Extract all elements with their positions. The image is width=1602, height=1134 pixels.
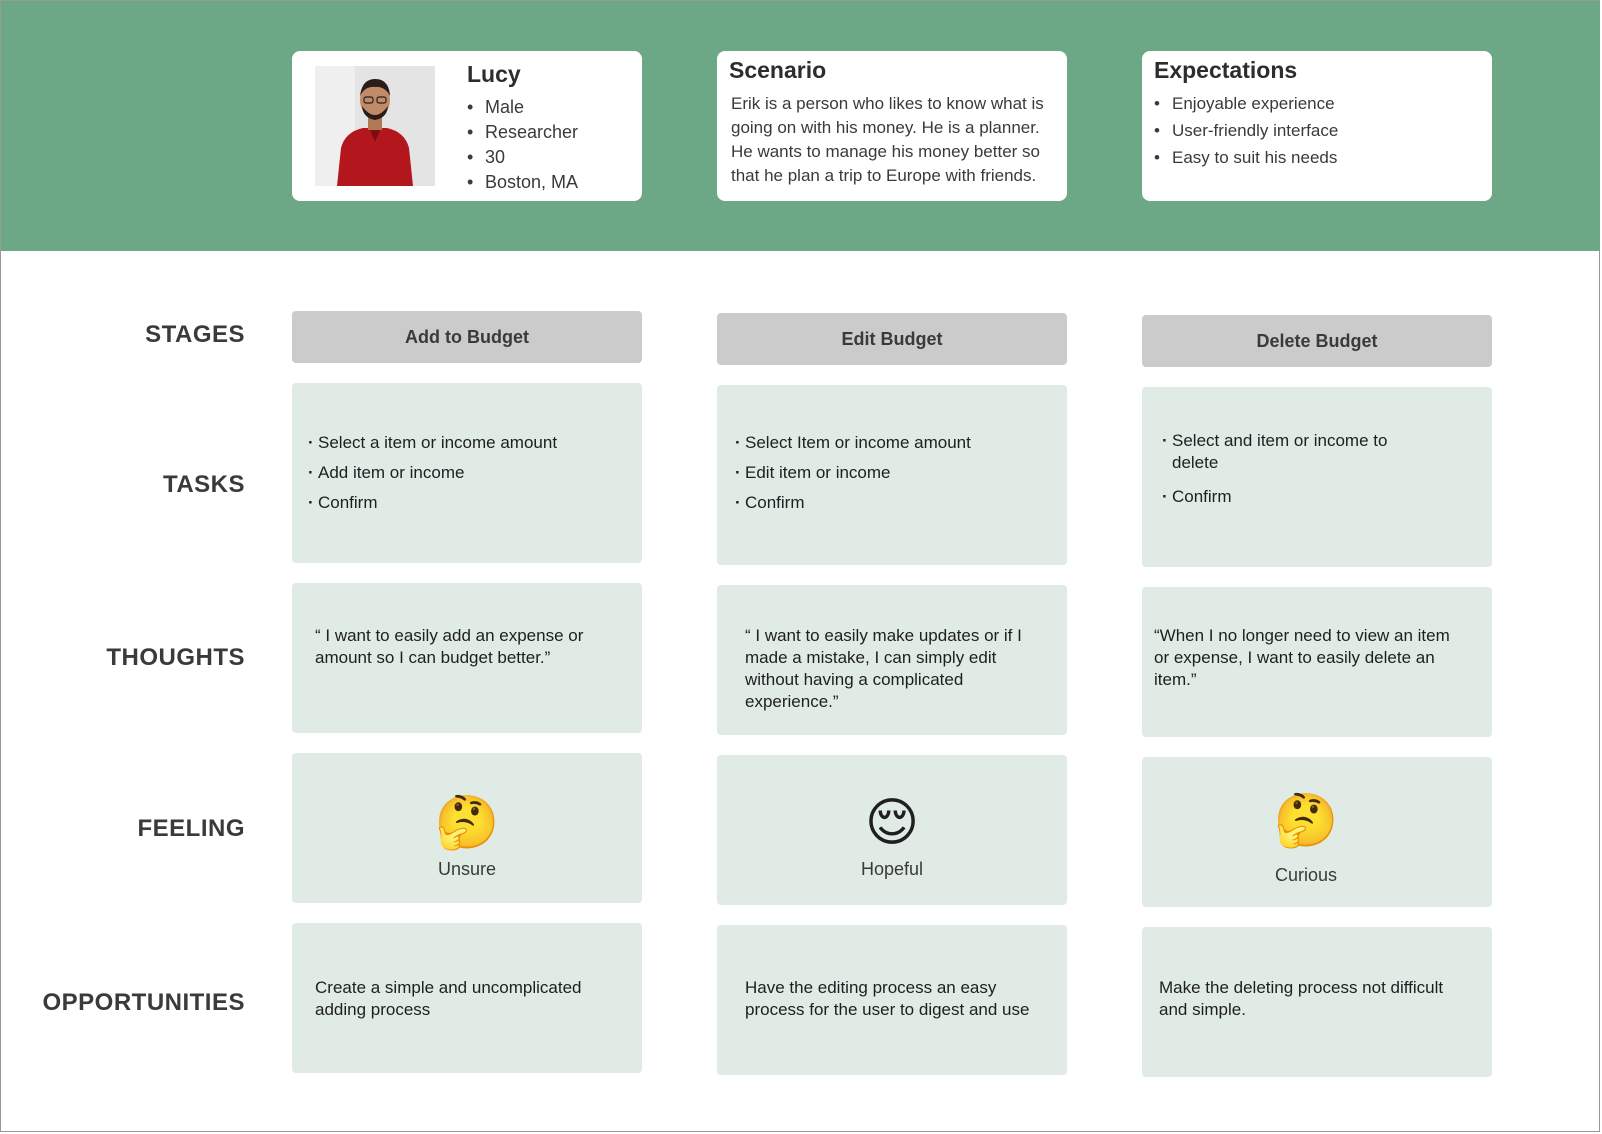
persona-name: Lucy [467, 61, 521, 87]
task-item: · Edit item or income [735, 458, 1067, 488]
persona-age: • 30 [467, 145, 578, 170]
feeling-label: Unsure [437, 859, 497, 879]
row-label-tasks: TASKS [162, 471, 245, 498]
expectation-item: • Enjoyable experience [1154, 90, 1480, 117]
expectations-title: Expectations [1154, 57, 1298, 83]
task-item: · Confirm [308, 488, 642, 518]
stage-edit-budget: Edit Budget [717, 313, 1067, 365]
task-item: · Select a item or income amount [308, 428, 642, 458]
task-item: · Add item or income [308, 458, 642, 488]
persona-card [292, 51, 642, 201]
expectations-list [1154, 90, 1480, 171]
row-label-stages: STAGES [145, 321, 245, 348]
scenario-card [717, 51, 1067, 201]
task-item: · Select and item or income to delete [1162, 430, 1432, 474]
person-photo-icon [315, 66, 435, 186]
feeling-cell [1142, 757, 1492, 907]
task-list [308, 428, 642, 518]
persona-location: • Boston, MA [467, 170, 578, 195]
expectation-item: • User-friendly interface [1154, 117, 1480, 144]
stage-delete-budget: Delete Budget [1142, 315, 1492, 367]
persona-details [467, 95, 578, 195]
persona-gender: • Male [467, 95, 578, 120]
tasks-cell [292, 383, 642, 563]
scenario-title: Scenario [729, 57, 827, 83]
scenario-text: Erik is a person who likes to know what is going on with his money. He is a planner. He wants to manage his money better so that he plan a trip to Europe with friends. [731, 94, 1044, 185]
tasks-cell [717, 385, 1067, 565]
feeling-label: Curious [1274, 865, 1338, 885]
feeling-label: Hopeful [860, 859, 924, 879]
feeling-cell [717, 755, 1067, 905]
row-label-feeling: FEELING [137, 815, 245, 842]
relieved-face-icon: 😌 [864, 794, 920, 852]
thinking-face-icon: 🤔 [434, 794, 500, 852]
task-list [1162, 430, 1432, 512]
thinking-face-icon: 🤔 [1273, 792, 1339, 850]
opportunity-cell: Make the deleting process not difficult and simple. [1142, 927, 1492, 1077]
expectation-item: • Easy to suit his needs [1154, 144, 1480, 171]
tasks-cell [1142, 387, 1492, 567]
thought-cell: “ I want to easily make updates or if I made a mistake, I can simply edit without having a complicated experience.” [717, 585, 1067, 735]
expectations-card [1142, 51, 1492, 201]
task-item: · Select Item or income amount [735, 428, 1067, 458]
thought-cell: “ I want to easily add an expense or amount so I can budget better.” [292, 583, 642, 733]
row-label-opportunities: OPPORTUNITIES [42, 989, 245, 1016]
stage-add-to-budget: Add to Budget [292, 311, 642, 363]
task-list [735, 428, 1067, 518]
opportunity-cell: Create a simple and uncomplicated adding process [292, 923, 642, 1073]
row-label-thoughts: THOUGHTS [106, 644, 245, 671]
feeling-cell [292, 753, 642, 903]
opportunity-cell: Have the editing process an easy process for the user to digest and use [717, 925, 1067, 1075]
persona-photo [315, 66, 435, 186]
task-item: · Confirm [1162, 482, 1432, 512]
thought-cell: “When I no longer need to view an item or expense, I want to easily delete an item.” [1142, 587, 1492, 737]
persona-occupation: • Researcher [467, 120, 578, 145]
task-item: · Confirm [735, 488, 1067, 518]
